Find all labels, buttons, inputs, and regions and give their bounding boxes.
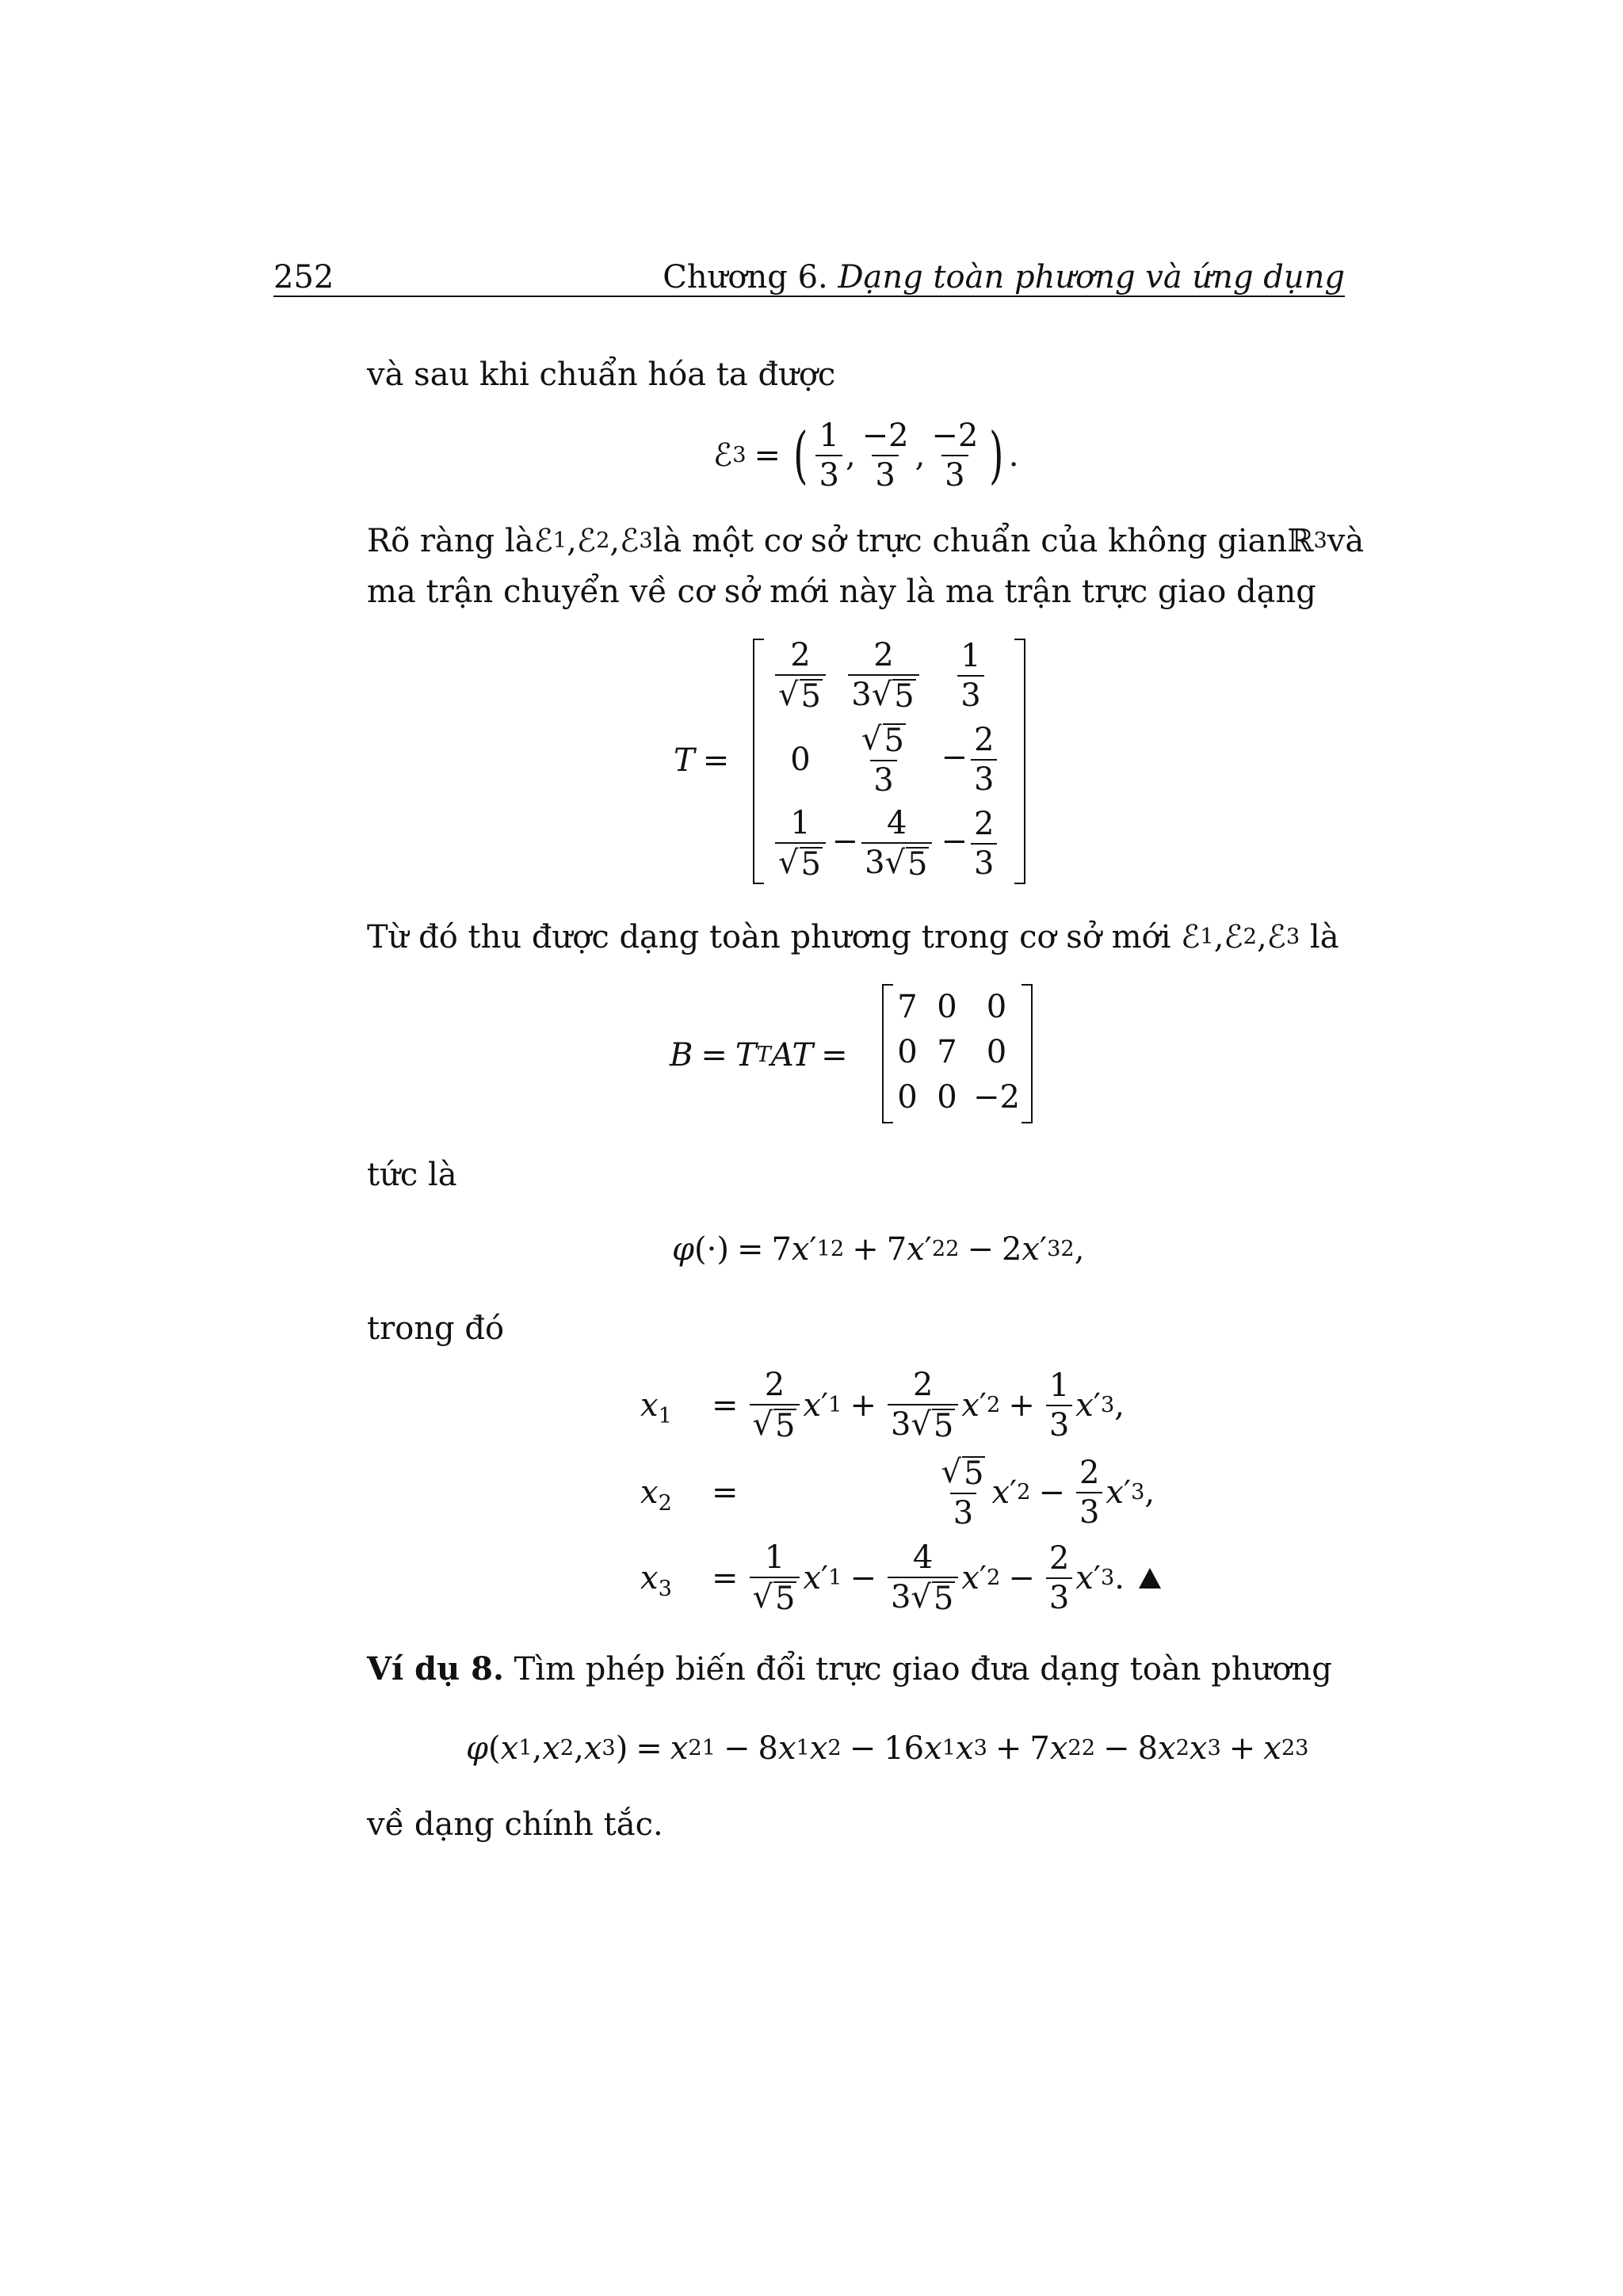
b-13: 0 bbox=[986, 988, 1007, 1025]
e3-equation: ℰ 3 = ( $\frac{1}{3}$ , $\frac{-2}{3}$ , $\frac{-2}{3}$ ) . bbox=[713, 418, 1019, 494]
phi-example-equation: φ ( x 1 , x 2 , x 3 ) = x 2 1 − 8 x 1 x 2 − 16 x 1 x 3 + 7 x 2 2 − 8 x 2 x 3 + x 2 3 bbox=[466, 1730, 1309, 1767]
b-21: 0 bbox=[897, 1033, 918, 1070]
x1-equation: $x_1$ = 2 √ 5 x ′ 1 + 2 3 √ 5 x ′ 2 + $\frac{1}{3}$ x ′ 3 , bbox=[640, 1367, 1125, 1444]
b-32: 0 bbox=[937, 1079, 957, 1116]
example-8 bbox=[367, 1650, 1332, 1688]
b-23: 0 bbox=[986, 1033, 1007, 1070]
t-31: 1 √ 5 bbox=[775, 807, 826, 880]
b-33: −2 bbox=[973, 1079, 1020, 1116]
paragraph-transition-matrix: ma trận chuyển về cơ sở mới này là ma trận trực giao dạng bbox=[367, 574, 1316, 610]
paragraph-normalize: và sau khi chuẩn hóa ta được bbox=[367, 357, 836, 393]
paragraph-orthonormal: Rõ ràng là ℰ 1 , ℰ 2 , ℰ 3 là một cơ sở trực chuẩn của không gian ℝ 3 và bbox=[367, 523, 1365, 559]
t-matrix-left-bracket bbox=[753, 639, 764, 884]
t-33: − $\frac{2}{3}$ bbox=[941, 808, 1001, 879]
triangle-up-icon bbox=[1139, 1568, 1161, 1589]
paragraph-new-basis: Từ đó thu được dạng toàn phương trong cơ sở mới ℰ 1 , ℰ 2 , ℰ 3 là bbox=[367, 919, 1339, 955]
x2-equation: $x_2$ = √ 5 3 x ′ 2 − $\frac{2}{3}$ x ′ 3 , bbox=[640, 1454, 1155, 1531]
t-matrix-label: T = bbox=[674, 742, 730, 779]
paragraph-that-is: tức là bbox=[367, 1157, 457, 1193]
b-11: 7 bbox=[897, 988, 918, 1025]
paragraph-canonical-form: về dạng chính tắc. bbox=[367, 1806, 663, 1843]
example-text: Tìm phép biến đổi trực giao đưa dạng toàn phương bbox=[514, 1651, 1332, 1688]
t-12: 2 3 √ 5 bbox=[848, 639, 918, 712]
t-32: − 4 3 √ 5 bbox=[832, 807, 936, 880]
t-13: $\frac{1}{3}$ bbox=[957, 640, 983, 711]
r3-symbol: ℝ 3 bbox=[1287, 523, 1327, 559]
t-11: 2 √ 5 bbox=[775, 639, 826, 712]
phi-canonical-equation: φ (·) = 7 x ′ 1 2 + 7 x ′ 2 2 − 2 x ′ 3 2 , bbox=[672, 1231, 1085, 1268]
b-22: 7 bbox=[937, 1033, 957, 1070]
chapter-title: Dạng toàn phương và ứng dụng bbox=[838, 259, 1345, 296]
b-matrix bbox=[888, 984, 1026, 1120]
paragraph-where: trong đó bbox=[367, 1310, 505, 1347]
t-23: − $\frac{2}{3}$ bbox=[941, 724, 1001, 795]
example-label: Ví dụ 8. bbox=[367, 1650, 504, 1688]
b-31: 0 bbox=[897, 1079, 918, 1116]
chapter-prefix: Chương 6. bbox=[663, 259, 828, 296]
b-matrix-label: B = T T AT = bbox=[670, 1037, 848, 1074]
page-number: 252 bbox=[273, 259, 334, 296]
x3-equation: $x_3$ = 1 √ 5 x ′ 1 − 4 3 √ 5 x ′ 2 − $\frac{2}{3}$ x ′ 3 . bbox=[640, 1542, 1161, 1615]
t-matrix-right-bracket bbox=[1014, 639, 1025, 884]
header-rule bbox=[273, 296, 1345, 297]
t-21: 0 bbox=[790, 742, 811, 778]
t-22: √ 5 3 bbox=[861, 721, 904, 799]
chapter-header bbox=[663, 259, 1345, 296]
t-matrix bbox=[765, 634, 1010, 886]
b-12: 0 bbox=[937, 988, 957, 1025]
